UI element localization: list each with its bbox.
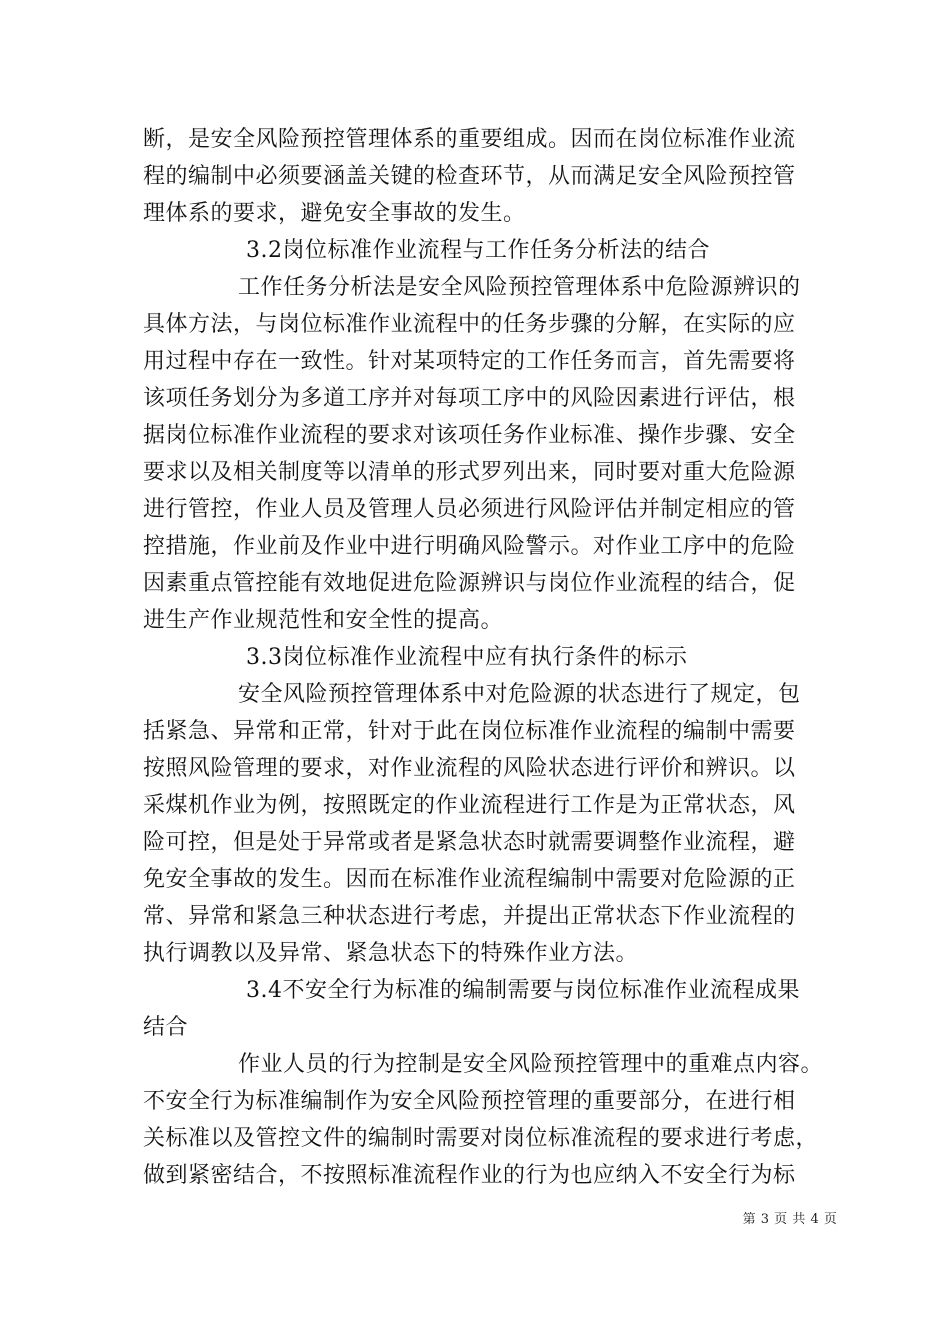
body-text-line: 据岗位标准作业流程的要求对该项任务作业标准、操作步骤、安全 bbox=[143, 423, 796, 448]
body-text-line: 理体系的要求，避免安全事故的发生。 bbox=[143, 201, 526, 226]
section-heading: 3.3岗位标准作业流程中应有执行条件的标示 bbox=[246, 645, 688, 670]
body-text-line: 括紧急、异常和正常，针对于此在岗位标准作业流程的编制中需要 bbox=[143, 719, 796, 744]
body-text-line: 因素重点管控能有效地促进危险源辨识与岗位作业流程的结合，促 bbox=[143, 571, 796, 596]
section-heading: 3.4不安全行为标准的编制需要与岗位标准作业流程成果 bbox=[246, 978, 800, 1003]
body-text-line: 该项任务划分为多道工序并对每项工序中的风险因素进行评估，根 bbox=[143, 386, 796, 411]
body-text-line: 关标准以及管控文件的编制时需要对岗位标准流程的要求进行考虑， bbox=[143, 1126, 819, 1151]
body-text-line: 安全风险预控管理体系中对危险源的状态进行了规定，包 bbox=[238, 682, 801, 707]
page-number: 第 3 页 共 4 页 bbox=[742, 1212, 838, 1227]
body-text-line: 进生产作业规范性和安全性的提高。 bbox=[143, 608, 504, 633]
body-text-line: 执行调教以及异常、紧急状态下的特殊作业方法。 bbox=[143, 941, 639, 966]
body-text-line: 工作任务分析法是安全风险预控管理体系中危险源辨识的 bbox=[238, 275, 801, 300]
body-text-line: 断，是安全风险预控管理体系的重要组成。因而在岗位标准作业流 bbox=[143, 127, 796, 152]
body-text-line: 常、异常和紧急三种状态进行考虑，并提出正常状态下作业流程的 bbox=[143, 904, 796, 929]
section-heading: 3.2岗位标准作业流程与工作任务分析法的结合 bbox=[246, 238, 710, 263]
body-text-line: 用过程中存在一致性。针对某项特定的工作任务而言，首先需要将 bbox=[143, 349, 796, 374]
page-footer bbox=[0, 1208, 950, 1227]
body-text-line: 按照风险管理的要求，对作业流程的风险状态进行评价和辨识。以 bbox=[143, 756, 796, 781]
body-text-line: 采煤机作业为例，按照既定的作业流程进行工作是为正常状态，风 bbox=[143, 793, 796, 818]
body-text-line: 免安全事故的发生。因而在标准作业流程编制中需要对危险源的正 bbox=[143, 867, 796, 892]
body-text-line: 程的编制中必须要涵盖关键的检查环节，从而满足安全风险预控管 bbox=[143, 164, 796, 189]
body-text-line: 具体方法，与岗位标准作业流程中的任务步骤的分解，在实际的应 bbox=[143, 312, 796, 337]
section-heading-continued: 结合 bbox=[143, 1015, 189, 1040]
body-text-line: 控措施，作业前及作业中进行明确风险警示。对作业工序中的危险 bbox=[143, 534, 796, 559]
body-text-line: 作业人员的行为控制是安全风险预控管理中的重难点内容。 bbox=[238, 1052, 824, 1077]
body-text-line: 险可控，但是处于异常或者是紧急状态时就需要调整作业流程，避 bbox=[143, 830, 796, 855]
body-text-line: 不安全行为标准编制作为安全风险预控管理的重要部分，在进行相 bbox=[143, 1089, 796, 1114]
body-text-line: 进行管控，作业人员及管理人员必须进行风险评估并制定相应的管 bbox=[143, 497, 796, 522]
body-text-line: 要求以及相关制度等以清单的形式罗列出来，同时要对重大危险源 bbox=[143, 460, 796, 485]
body-text-line: 做到紧密结合，不按照标准流程作业的行为也应纳入不安全行为标 bbox=[143, 1163, 796, 1188]
